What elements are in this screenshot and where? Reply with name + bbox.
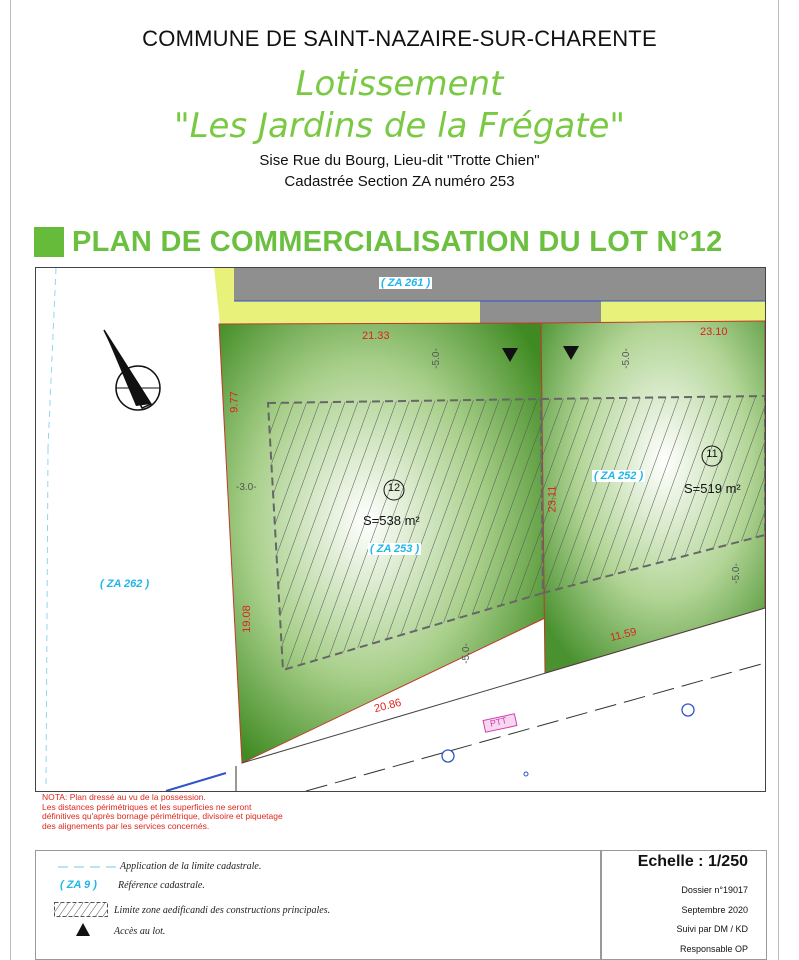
nota-line: Les distances périmétriques et les superficies ne seront — [42, 801, 252, 812]
setback-4: -5.0- — [460, 643, 472, 664]
nota-line: des alignements par les services concernés. — [42, 820, 210, 831]
dim-23-11: 23.11 — [546, 485, 559, 513]
parcel-za262: ( ZA 262 ) — [100, 578, 150, 590]
responsible: Responsable OP — [679, 944, 748, 954]
dim-11-59: 11.59 — [608, 625, 638, 645]
dim-19-08: 19.08 — [240, 605, 253, 633]
site-plan — [35, 267, 766, 792]
parcel-za261: ( ZA 261 ) — [381, 277, 431, 289]
dim-21-33: 21.33 — [362, 330, 390, 342]
legend-box — [35, 850, 602, 960]
lot-12-area-label: S=538 m² — [363, 513, 420, 528]
nota-line: NOTA: Plan dressé au vu de la possession. — [42, 792, 206, 802]
parcel-za253: ( ZA 253 ) — [370, 543, 420, 555]
legend-acces: Accès au lot. — [114, 926, 166, 937]
section-title: PLAN DE COMMERCIALISATION DU LOT N°12 — [72, 225, 723, 258]
scale-label: Echelle : 1/250 — [637, 853, 748, 870]
address-line: Sise Rue du Bourg, Lieu-dit "Trotte Chien" — [259, 152, 540, 169]
lot-12-number: 12 — [387, 482, 401, 494]
nota-line: définitives qu'après bornage périmétrique, divisoire et piquetage — [42, 811, 283, 822]
lot-11-area-label: S=519 m² — [684, 481, 741, 496]
setback-1: -5.0- — [430, 348, 442, 369]
nota-block — [42, 793, 283, 831]
legend-za9: ( ZA 9 ) — [60, 879, 97, 891]
dim-9-77: 9.77 — [228, 391, 241, 413]
plan-date: Septembre 2020 — [681, 905, 748, 915]
legend-reference: Référence cadastrale. — [118, 880, 205, 891]
access-triangle-icon — [76, 923, 90, 936]
followed-by: Suivi par DM / KD — [676, 924, 748, 934]
legend-zone: Limite zone aedificandi des constructions principales. — [114, 905, 331, 916]
commune-title: COMMUNE DE SAINT-NAZAIRE-SUR-CHARENTE — [142, 26, 657, 51]
plan-drawing — [36, 268, 765, 791]
dim-23-10: 23.10 — [700, 326, 728, 338]
cadastral-limit-icon — [58, 865, 118, 869]
setback-2: -5.0- — [620, 348, 632, 369]
hatch-zone-icon — [54, 902, 108, 917]
title-block — [600, 850, 767, 960]
cadastre-line: Cadastrée Section ZA numéro 253 — [284, 173, 515, 190]
parcel-za252: ( ZA 252 ) — [594, 470, 644, 482]
legend-limite: Application de la limite cadastrale. — [120, 861, 262, 872]
dossier-number: Dossier n°19017 — [681, 885, 748, 895]
lotissement-label: Lotissement — [295, 64, 504, 104]
setback-5: -5.0- — [730, 563, 742, 584]
setback-3: -3.0- — [236, 482, 257, 493]
ptt-label: PTT — [489, 715, 508, 729]
lotissement-name: "Les Jardins de la Frégate" — [173, 106, 626, 146]
dim-20-86: 20.86 — [372, 696, 403, 716]
lot-11-number: 11 — [706, 448, 718, 460]
section-heading — [34, 224, 723, 260]
section-square-icon — [34, 227, 64, 257]
grey-road — [234, 268, 765, 301]
